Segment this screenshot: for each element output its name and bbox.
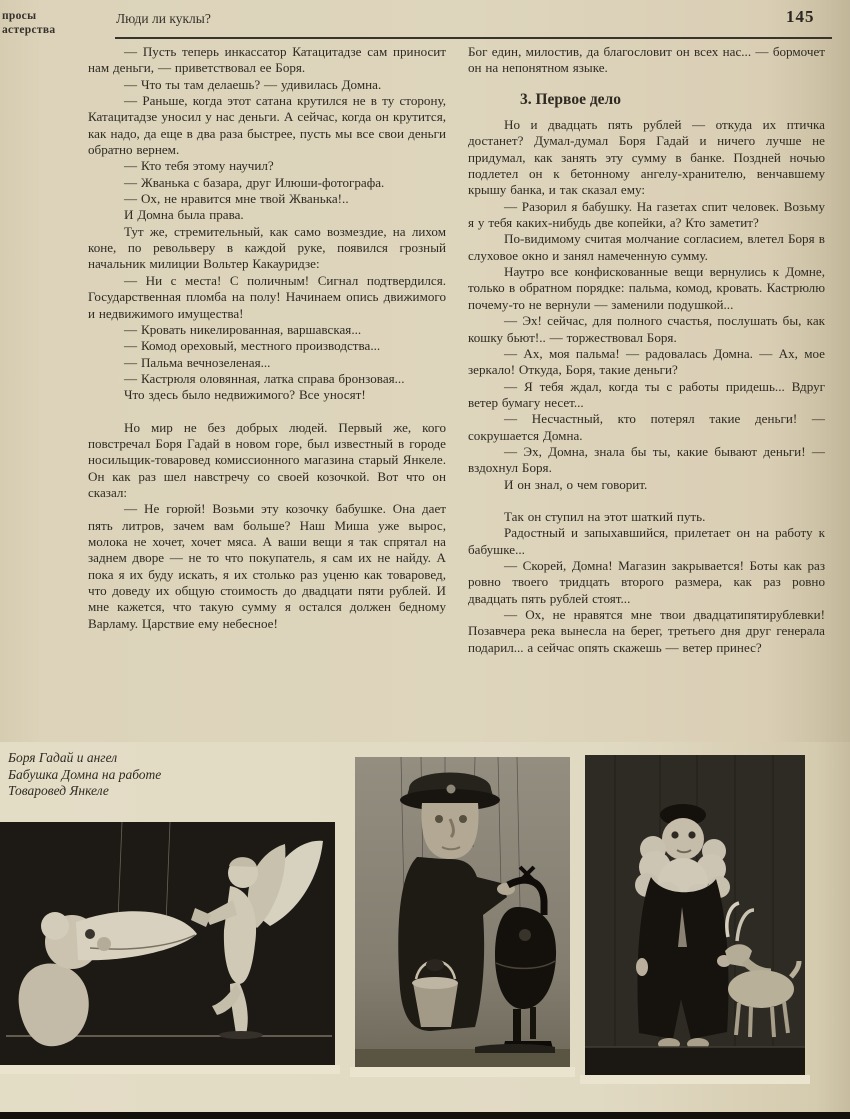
paragraph: — Кастрюля оловянная, латка справа бронзовая... bbox=[124, 370, 405, 386]
paragraph: Наутро все конфискованные вещи вернулись к Домне, только в обратном порядке: пальма, комод, кровать. Кастрюлю почему-то не вернули — заменили подушкой... bbox=[468, 264, 825, 312]
paragraph: Так он ступил на этот шаткий путь. bbox=[504, 508, 706, 524]
paragraph: — Ни с места! С поличным! Сигнал подтвердился. Государственная пломба на полу! Начинаем опись движимого и недвижимого имущества! bbox=[88, 272, 446, 321]
scan-edge-strip bbox=[0, 1112, 850, 1119]
paragraph: И Домна была права. bbox=[124, 207, 244, 223]
paragraph: Радостный и запыхавшийся, прилетает он на работу к бабушке... bbox=[468, 525, 825, 557]
paragraph: — Несчастный, кто потерял такие деньги! — сокрушается Домна. bbox=[468, 411, 825, 443]
margin-rubric-line1: просы bbox=[2, 10, 37, 22]
paragraph: — Что ты там делаешь? — удивилась Домна. bbox=[124, 76, 382, 92]
photo-caption: Товаровед Янкеле bbox=[8, 783, 109, 798]
paragraph: Тут же, стремительный, как само возмездие, на лихом коне, по револьверу в каждой руке, появился грозный начальник милиции Вольтер Какауридзе: bbox=[88, 223, 446, 272]
photo-domna-at-work bbox=[355, 757, 570, 1067]
left-text-column bbox=[88, 44, 446, 632]
paragraph: — Ах, моя пальма! — радовалась Домна. — Ах, мое зеркало! Откуда, Боря, такие деньги? bbox=[468, 345, 825, 378]
photo-print-margin bbox=[350, 1067, 575, 1077]
paragraph: — Скорей, Домна! Магазин закрывается! Боты как раз ровно твоего тридцать второго размера, как раз ровно двадцать пять рублей стоят... bbox=[468, 557, 825, 606]
paragraph: — Жванька с базара, друг Илюши-фотографа. bbox=[124, 174, 385, 190]
photo-caption: Бабушка Домна на работе bbox=[8, 766, 162, 782]
paragraph: — Ох, не нравится мне твой Жванька!.. bbox=[124, 191, 349, 207]
paragraph: Но мир не без добрых людей. Первый же, кого повстречал Боря Гадай в новом горе, был известный в городе носильщик-товаровед комиссионного магазина старый Янкеле. Он как раз шел навстречу со своей козочкой. Вот что он сказал: bbox=[88, 419, 446, 500]
section-heading: 3. Первое дело bbox=[520, 90, 621, 108]
paragraph: — Кто тебя этому научил? bbox=[124, 158, 274, 174]
right-text-column bbox=[468, 44, 825, 656]
paragraph: Бог един, милостив, да благословит он всех нас... — бормочет он на непонятном языке. bbox=[468, 44, 825, 76]
photo-yankele bbox=[585, 755, 805, 1075]
margin-rubric-line2: астерства bbox=[2, 24, 56, 36]
photo-print-margin bbox=[0, 1065, 340, 1074]
paragraph: И он знал, о чем говорит. bbox=[504, 476, 648, 492]
paragraph: — Эх! сейчас, для полного счастья, послушать бы, как кошку бьют!.. — торжествовал Боря. bbox=[468, 313, 825, 345]
paragraph: Что здесь было недвижимого? Все уносят! bbox=[124, 387, 366, 403]
photo-print-margin bbox=[580, 1075, 810, 1084]
paragraph: Но и двадцать пять рублей — откуда их птичка достанет? Думал-думал Боря Гадай и ничего лучше не придумал, как занять эту сумму в банке. Поздней ночью подлетел он к бетонному ангелу-хранителю, венчавшему крышу банка, и так сказал ему: bbox=[468, 117, 825, 198]
paragraph: По-видимому считая молчание согласием, влетел Боря в слуховое окно и занял намеченную сумму. bbox=[468, 231, 825, 263]
header-rule bbox=[115, 37, 832, 39]
paragraph: — Я тебя ждал, когда ты с работы придешь... Вдруг ветер бумагу несет... bbox=[468, 378, 825, 410]
photo-captions bbox=[8, 750, 161, 800]
paragraph: — Разорил я бабушку. На газетах спит человек. Возьму я у тебя каких-нибудь две копейки, а? Кто заметит? bbox=[468, 198, 825, 231]
stage-floor bbox=[585, 1047, 805, 1075]
paragraph: — Раньше, когда этот сатана крутился не в ту сторону, Катацитадзе уносил у нас деньги. А сейчас, когда он крутится, как надо, да еще в два раза быстрее, пусть мы все свои деньги обратно вернем. bbox=[88, 93, 446, 158]
paragraph: — Не горюй! Возьми эту козочку бабушке. Она дает пять литров, зачем вам больше? Наш Миша уже вырос, молока не хочет, хочет мяса. А ваши вещи я так спрятал на заднем дворе — не то что покупатель, я сам их не найду. А пока я их буду искать, я их столько раз уценю как товаровед, что доведу их общую стоимость до двадцати пяти рублей. И мне кажется, что такую сумму я остался должен бедному Варламу. Царствие ему небесное! bbox=[88, 501, 446, 631]
paragraph: — Пальма вечнозеленая... bbox=[124, 354, 271, 370]
floor-shadow bbox=[475, 1044, 555, 1053]
paragraph: — Эх, Домна, знала бы ты, какие бывают деньги! — вздохнул Боря. bbox=[468, 443, 825, 476]
page-number: 145 bbox=[786, 7, 815, 26]
paragraph: — Кровать никелированная, варшавская... bbox=[124, 321, 362, 337]
paragraph: — Комод ореховый, местного производства... bbox=[124, 338, 381, 354]
paragraph: — Пусть теперь инкассатор Катацитадзе сам приносит нам деньги, — приветствовал ее Боря. bbox=[88, 44, 446, 76]
photo-caption: Боря Гадай и ангел bbox=[8, 750, 118, 765]
photo-borya-and-angel bbox=[0, 822, 335, 1065]
margin-rubric bbox=[2, 9, 55, 37]
running-head: Люди ли куклы? bbox=[116, 11, 211, 26]
paragraph: — Ох, не нравятся мне твои двадцатипятирублевки! Позавчера река вынесла на берег, третьего дня друг генерала подарил... а сейчас опять скажешь — ветер принес? bbox=[468, 607, 825, 655]
